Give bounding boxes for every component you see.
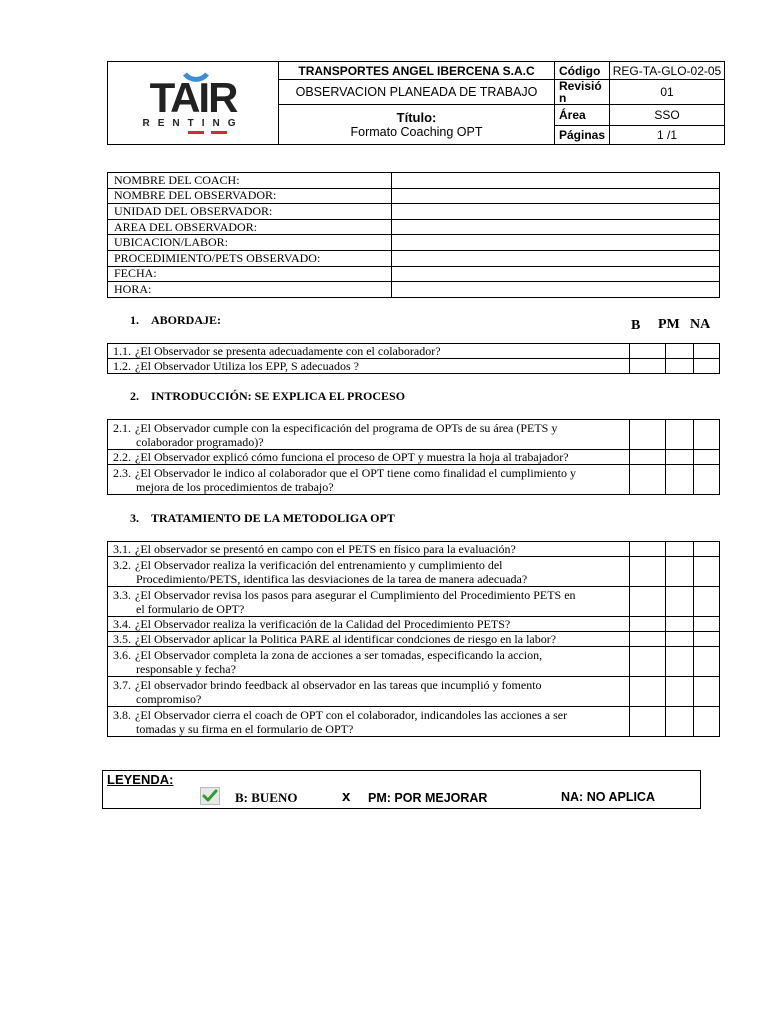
section-title-text: INTRODUCCIÓN: SE EXPLICA EL PROCESO [151, 389, 406, 403]
question-text: ¿El Observador aplicar la Politica PARE al identificar condciones de riesgo en la labor? [135, 632, 557, 646]
check-na[interactable] [694, 617, 720, 632]
logo-subtext: RENTING [142, 118, 244, 129]
question-text: ¿El observador brindo feedback al observador en las tareas que incumplió y fomento [135, 677, 542, 692]
question-text: ¿El Observador cierra el coach de OPT con el colaborador, indicandoles las acciones a ser [135, 707, 568, 722]
question-text: ¿El Observador realiza la verificación de la Calidad del Procedimiento PETS? [135, 617, 511, 631]
legend-box [102, 770, 701, 809]
paginas-label: Páginas [555, 126, 610, 145]
column-header-pm: PM [658, 317, 680, 332]
check-na[interactable] [694, 557, 720, 587]
legend-title: LEYENDA: [107, 772, 174, 787]
check-na[interactable] [694, 587, 720, 617]
section-2-title [130, 389, 405, 404]
check-na[interactable] [694, 344, 720, 359]
checkmark-icon [200, 787, 220, 805]
document-type: OBSERVACION PLANEADA DE TRABAJO [279, 80, 555, 105]
question-text-cont: Procedimiento/PETS, identifica las desviaciones de la tarea de manera adecuada? [136, 571, 528, 586]
check-b[interactable] [630, 647, 666, 677]
question-cell [108, 450, 630, 465]
check-b[interactable] [630, 632, 666, 647]
check-pm[interactable] [666, 465, 694, 495]
question-number: 3.2. [113, 557, 131, 572]
area-value: SSO [610, 105, 725, 126]
question-number: 3.7. [113, 677, 131, 692]
check-pm[interactable] [666, 450, 694, 465]
info-input[interactable] [392, 204, 720, 220]
question-cell [108, 542, 630, 557]
question-text: ¿El Observador le indico al colaborador que el OPT tiene como finalidad el cumplimiento y [135, 465, 576, 480]
check-b[interactable] [630, 359, 666, 374]
check-na[interactable] [694, 359, 720, 374]
check-pm[interactable] [666, 617, 694, 632]
check-na[interactable] [694, 677, 720, 707]
info-label: NOMBRE DEL COACH: [108, 173, 392, 189]
tair-logo-icon [108, 62, 278, 144]
check-pm[interactable] [666, 542, 694, 557]
info-label: HORA: [108, 282, 392, 298]
question-text: ¿El Observador cumple con la especificación del programa de OPTs de su área (PETS y [135, 420, 558, 435]
section-3-table [107, 541, 720, 737]
question-text-cont: el formulario de OPT? [136, 601, 245, 616]
check-b[interactable] [630, 450, 666, 465]
section-1-title [130, 313, 221, 328]
check-na[interactable] [694, 632, 720, 647]
check-pm[interactable] [666, 557, 694, 587]
check-na[interactable] [694, 420, 720, 450]
info-input[interactable] [392, 250, 720, 266]
check-na[interactable] [694, 542, 720, 557]
check-na[interactable] [694, 450, 720, 465]
question-cell [108, 707, 630, 737]
observer-info-table [107, 172, 720, 298]
question-cell [108, 557, 630, 587]
check-pm[interactable] [666, 344, 694, 359]
check-b[interactable] [630, 542, 666, 557]
question-cell [108, 465, 630, 495]
info-label: PROCEDIMIENTO/PETS OBSERVADO: [108, 250, 392, 266]
question-cell [108, 677, 630, 707]
info-label: NOMBRE DEL OBSERVADOR: [108, 188, 392, 204]
question-text: ¿El Observador explicó cómo funciona el proceso de OPT y muestra la hoja al trabajador? [135, 450, 569, 464]
info-label: AREA DEL OBSERVADOR: [108, 219, 392, 235]
section-title-text: TRATAMIENTO DE LA METODOLIGA OPT [151, 511, 395, 525]
info-input[interactable] [392, 266, 720, 282]
question-number: 1.2. [113, 359, 131, 373]
revision-value: 01 [610, 80, 725, 105]
x-mark-icon: x [342, 788, 351, 805]
revision-label-line1: Revisió [559, 79, 602, 93]
company-name: TRANSPORTES ANGEL IBERCENA S.A.C [279, 62, 555, 80]
question-text-cont: compromiso? [136, 691, 202, 706]
title-cell [279, 105, 555, 145]
info-input[interactable] [392, 173, 720, 189]
question-number: 3.4. [113, 617, 131, 631]
check-pm[interactable] [666, 707, 694, 737]
question-number: 3.5. [113, 632, 131, 646]
legend-bueno: B: BUENO [235, 790, 298, 805]
paginas-value: 1 /1 [610, 126, 725, 145]
check-pm[interactable] [666, 677, 694, 707]
codigo-label: Código [555, 62, 610, 80]
question-number: 2.1. [113, 420, 131, 435]
info-input[interactable] [392, 235, 720, 251]
question-text: ¿El Observador Utiliza los EPP, S adecuados ? [135, 359, 359, 373]
check-pm[interactable] [666, 359, 694, 374]
section-number: 3. [130, 511, 139, 525]
question-number: 3.3. [113, 587, 131, 602]
question-text-cont: mejora de los procedimientos de trabajo? [136, 479, 334, 494]
question-text-cont: tomadas y su firma en el formulario de OPT? [136, 721, 354, 736]
check-na[interactable] [694, 707, 720, 737]
section-title-text: ABORDAJE: [151, 313, 222, 327]
question-number: 2.3. [113, 465, 131, 480]
question-number: 3.6. [113, 647, 131, 662]
question-cell [108, 420, 630, 450]
check-pm[interactable] [666, 632, 694, 647]
section-number: 1. [130, 313, 139, 327]
check-na[interactable] [694, 647, 720, 677]
check-b[interactable] [630, 617, 666, 632]
column-header-b: B [631, 318, 641, 333]
check-b[interactable] [630, 587, 666, 617]
title-label: Título: [396, 109, 437, 125]
info-label: UBICACION/LABOR: [108, 235, 392, 251]
check-pm[interactable] [666, 647, 694, 677]
area-label: Área [555, 105, 610, 126]
check-b[interactable] [630, 420, 666, 450]
question-text-cont: responsable y fecha? [136, 661, 236, 676]
question-text: ¿El Observador completa la zona de acciones a ser tomadas, especificando la accion, [135, 647, 543, 662]
question-cell [108, 632, 630, 647]
question-text: ¿El Observador se presenta adecuadamente con el colaborador? [135, 344, 441, 358]
legend-pm: PM: POR MEJORAR [368, 791, 488, 805]
question-text: ¿El observador se presentó en campo con el PETS en físico para la evaluación? [135, 542, 516, 556]
legend-no-aplica: NA: NO APLICA [561, 790, 655, 804]
revision-label [555, 80, 610, 105]
question-text: ¿El Observador revisa los pasos para asegurar el Cumplimiento del Procedimiento PETS en [135, 587, 576, 602]
question-text: ¿El Observador realiza la verificación del entrenamiento y cumplimiento del [135, 557, 503, 572]
company-logo [108, 62, 278, 144]
revision-label-line2: n [559, 91, 567, 105]
check-b[interactable] [630, 677, 666, 707]
info-input[interactable] [392, 188, 720, 204]
section-2-table [107, 419, 720, 495]
question-number: 2.2. [113, 450, 131, 464]
info-label: FECHA: [108, 266, 392, 282]
check-b[interactable] [630, 557, 666, 587]
question-cell [108, 344, 630, 359]
section-1-table [107, 343, 720, 374]
question-number: 3.8. [113, 707, 131, 722]
title-value: Formato Coaching OPT [350, 124, 483, 139]
info-input[interactable] [392, 219, 720, 235]
logo-text: TAIR [149, 74, 237, 121]
question-number: 3.1. [113, 542, 131, 556]
logo-cell [108, 62, 279, 145]
document-header [107, 61, 725, 145]
question-number: 1.1. [113, 344, 131, 358]
codigo-value: REG-TA-GLO-02-05 [610, 62, 725, 80]
column-header-na: NA [690, 317, 711, 332]
legend-por-mejorar [368, 790, 487, 806]
section-number: 2. [130, 389, 139, 403]
info-input[interactable] [392, 282, 720, 298]
check-pm[interactable] [666, 587, 694, 617]
check-b[interactable] [630, 707, 666, 737]
question-cell [108, 647, 630, 677]
check-b[interactable] [630, 465, 666, 495]
info-label: UNIDAD DEL OBSERVADOR: [108, 204, 392, 220]
check-pm[interactable] [666, 420, 694, 450]
question-text-cont: colaborador programado)? [136, 434, 264, 449]
question-cell [108, 359, 630, 374]
check-na[interactable] [694, 465, 720, 495]
check-b[interactable] [630, 344, 666, 359]
question-cell [108, 617, 630, 632]
question-cell [108, 587, 630, 617]
section-3-title [130, 511, 395, 526]
